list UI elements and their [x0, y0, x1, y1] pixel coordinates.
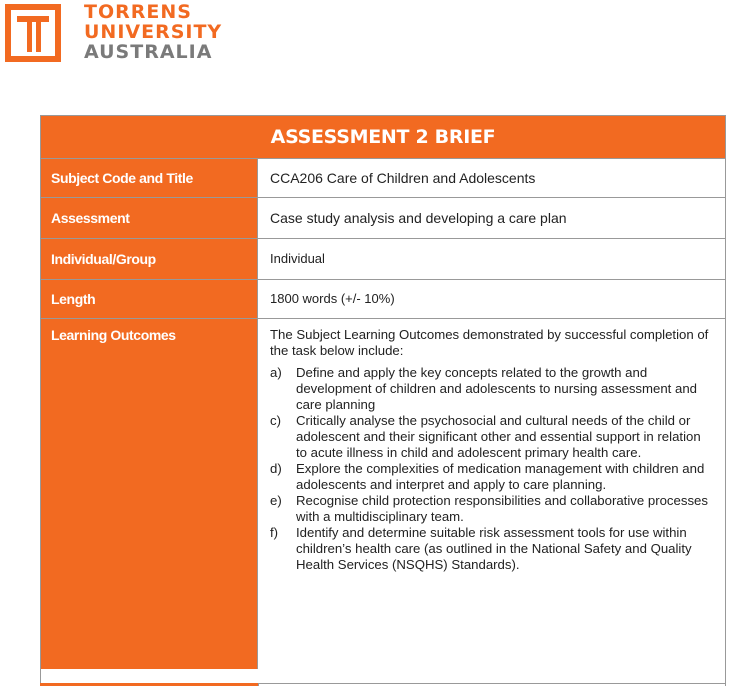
- list-item: [270, 493, 713, 525]
- list-marker: a): [270, 365, 282, 380]
- logo-emblem-icon: [5, 4, 61, 62]
- row-individual-group: [41, 239, 725, 280]
- list-text: Explore the complexities of medication management with children and adolescents and interpret and apply to care planning.: [296, 461, 705, 492]
- list-item: [270, 461, 713, 493]
- row-label: Assessment: [41, 198, 258, 238]
- row-label: Subject Code and Title: [41, 159, 258, 197]
- university-logo: [5, 1, 223, 63]
- list-marker: c): [270, 413, 281, 428]
- row-value: Individual: [258, 239, 725, 279]
- list-marker: f): [270, 525, 279, 540]
- row-value: Case study analysis and developing a care plan: [258, 198, 725, 238]
- outcomes-list: [270, 365, 713, 573]
- row-subject: [41, 159, 725, 198]
- list-marker: d): [270, 461, 282, 476]
- row-value: 1800 words (+/- 10%): [258, 280, 725, 318]
- outcomes-cell: [258, 319, 725, 669]
- logo-line-3: AUSTRALIA: [84, 41, 213, 63]
- row-learning-outcomes: [41, 319, 725, 669]
- logo-line-2: UNIVERSITY: [84, 21, 223, 43]
- row-label: Learning Outcomes: [41, 319, 258, 669]
- row-assessment: [41, 198, 725, 239]
- row-value: CCA206 Care of Children and Adolescents: [258, 159, 725, 197]
- row-label: Individual/Group: [41, 239, 258, 279]
- row-label: Length: [41, 280, 258, 318]
- outcomes-intro: The Subject Learning Outcomes demonstrated by successful completion of the task below include:: [270, 327, 709, 358]
- assessment-brief-table: [40, 115, 726, 686]
- list-text: Recognise child protection responsibilities and collaborative processes with a multidisciplinary team.: [296, 493, 708, 524]
- list-item: [270, 413, 713, 461]
- row-length: [41, 280, 725, 319]
- list-item: [270, 365, 713, 413]
- list-item: [270, 525, 713, 573]
- list-marker: e): [270, 493, 282, 508]
- list-text: Identify and determine suitable risk assessment tools for use within children’s health care (as outlined in the National Safety and Quality Health Services (NSQHS) Standards).: [296, 525, 692, 572]
- list-text: Define and apply the key concepts related to the growth and development of children and adolescents to nursing assessment and care planning: [296, 365, 698, 412]
- brief-title: ASSESSMENT 2 BRIEF: [41, 116, 725, 159]
- list-text: Critically analyse the psychosocial and cultural needs of the child or adolescent and their significant other and essential support in relation to acute illness in child and adolescent primary health care.: [296, 413, 701, 460]
- logo-wordmark: [84, 2, 222, 62]
- logo-line-1: TORRENS: [84, 1, 192, 23]
